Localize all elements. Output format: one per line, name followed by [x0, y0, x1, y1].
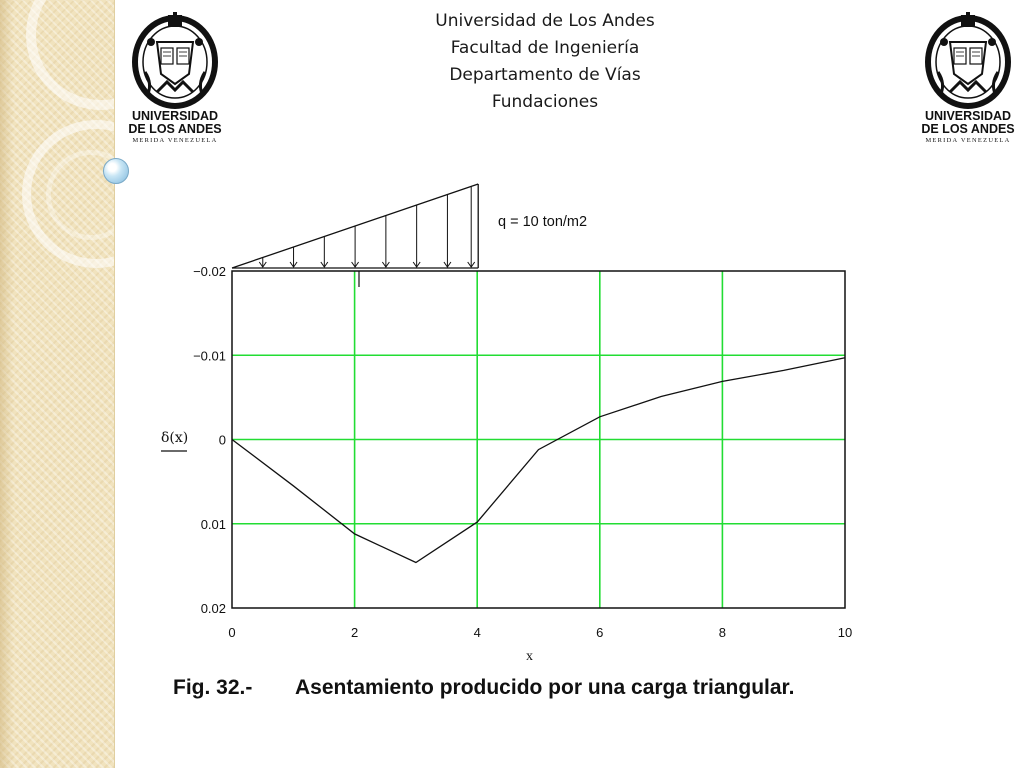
- figure-number: Fig. 32.-: [173, 676, 253, 699]
- x-axis-ticks: [228, 625, 852, 640]
- x-tick-label: 6: [596, 625, 604, 640]
- header-faculty: Facultad de Ingeniería: [450, 38, 640, 58]
- y-tick-label: −0.01: [193, 348, 226, 364]
- chart-series: [232, 358, 845, 563]
- logo-name-line2: DE LOS ANDES: [921, 122, 1015, 136]
- logo-name-line3: MERIDA VENEZUELA: [925, 137, 1011, 144]
- y-tick-label: 0.02: [200, 601, 226, 616]
- header-department: Departamento de Vías: [449, 65, 641, 85]
- header-university: Universidad de Los Andes: [435, 11, 655, 31]
- logo-name-line1: UNIVERSIDAD: [131, 109, 219, 123]
- x-tick-label: 8: [718, 625, 727, 640]
- y-tick-label: 0: [218, 432, 226, 448]
- y-tick-label: −0.02: [193, 264, 226, 279]
- x-tick-label: 0: [228, 625, 236, 640]
- figure-caption-text: Asentamiento producido por una carga triangular.: [295, 676, 795, 699]
- y-axis-label: δ(x): [161, 430, 189, 446]
- logo-name-line3: MERIDA VENEZUELA: [132, 137, 218, 144]
- figure-caption: [173, 676, 794, 700]
- y-tick-label: 0.01: [200, 516, 226, 532]
- x-axis-label: x: [526, 649, 533, 664]
- logo-name-line1: UNIVERSIDAD: [924, 109, 1012, 123]
- x-tick-label: 2: [350, 625, 359, 640]
- chart-grid: [232, 271, 845, 608]
- settlement-curve: [232, 358, 845, 563]
- header-course: Fundaciones: [491, 92, 599, 112]
- load-label: q = 10 ton/m2: [498, 214, 588, 230]
- x-tick-label: 4: [473, 625, 481, 640]
- logo-name-line2: DE LOS ANDES: [128, 122, 222, 136]
- x-tick-label: 10: [837, 625, 853, 640]
- y-axis-ticks: [193, 264, 226, 616]
